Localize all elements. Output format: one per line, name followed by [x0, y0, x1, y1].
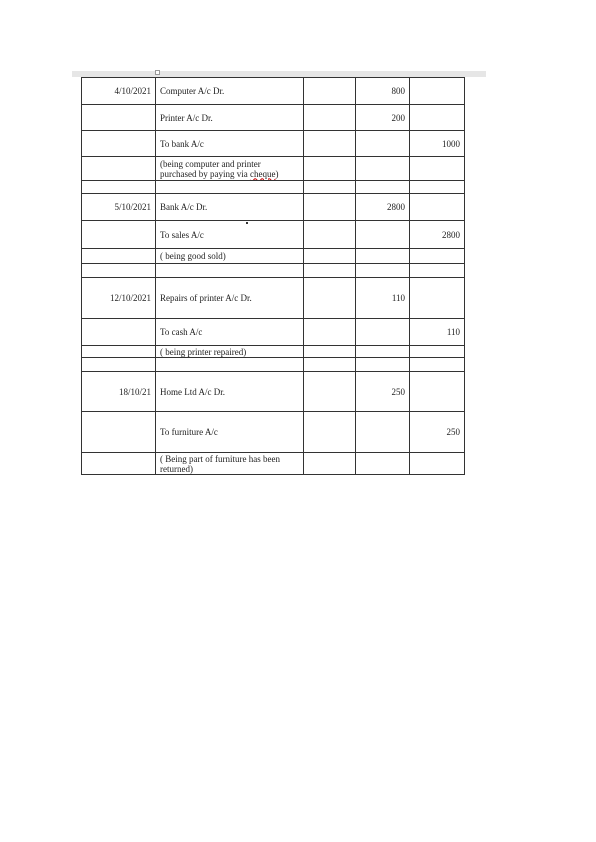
- spellcheck-word: cheque: [249, 168, 276, 179]
- table-row: [82, 278, 465, 319]
- table-row: [82, 319, 465, 346]
- lf-cell: [304, 319, 356, 346]
- credit-cell: [410, 264, 465, 278]
- credit-cell: 250: [410, 412, 465, 453]
- particulars-cell: To bank A/c: [156, 131, 304, 157]
- particulars-cell: ( being good sold): [156, 249, 304, 264]
- debit-cell: [356, 131, 410, 157]
- lf-cell: [304, 278, 356, 319]
- credit-cell: [410, 249, 465, 264]
- date-cell: [82, 412, 156, 453]
- lf-cell: [304, 453, 356, 475]
- particulars-cell: [156, 358, 304, 372]
- lf-cell: [304, 181, 356, 194]
- particulars-cell: To cash A/c: [156, 319, 304, 346]
- credit-cell: 2800: [410, 221, 465, 249]
- date-cell: [82, 131, 156, 157]
- debit-cell: [356, 181, 410, 194]
- particulars-cell: To furniture A/c: [156, 412, 304, 453]
- date-cell: [82, 453, 156, 475]
- table-row: [82, 105, 465, 131]
- lf-cell: [304, 131, 356, 157]
- debit-cell: 2800: [356, 194, 410, 221]
- narration-text: (being computer and printer purchased by paying via: [160, 158, 261, 179]
- table-row: [82, 249, 465, 264]
- table-row: [82, 181, 465, 194]
- debit-cell: [356, 264, 410, 278]
- lf-cell: [304, 78, 356, 105]
- lf-cell: [304, 346, 356, 358]
- date-cell: [82, 221, 156, 249]
- date-cell: [82, 319, 156, 346]
- credit-cell: [410, 358, 465, 372]
- particulars-cell: ( Being part of furniture has been returned): [156, 453, 304, 475]
- debit-cell: 110: [356, 278, 410, 319]
- debit-cell: [356, 412, 410, 453]
- debit-cell: [356, 453, 410, 475]
- debit-cell: 200: [356, 105, 410, 131]
- particulars-cell: Repairs of printer A/c Dr.: [156, 278, 304, 319]
- particulars-cell: ( being printer repaired): [156, 346, 304, 358]
- lf-cell: [304, 372, 356, 412]
- credit-cell: [410, 372, 465, 412]
- credit-cell: [410, 157, 465, 181]
- lf-cell: [304, 264, 356, 278]
- table-row: [82, 78, 465, 105]
- debit-cell: [356, 221, 410, 249]
- journal-table: [81, 77, 465, 475]
- particulars-cell: Computer A/c Dr.: [156, 78, 304, 105]
- date-cell: 4/10/2021: [82, 78, 156, 105]
- debit-cell: 250: [356, 372, 410, 412]
- debit-cell: [356, 346, 410, 358]
- table-row: [82, 412, 465, 453]
- credit-cell: [410, 105, 465, 131]
- table-row: [82, 194, 465, 221]
- credit-cell: 1000: [410, 131, 465, 157]
- particulars-cell: [156, 264, 304, 278]
- date-cell: [82, 157, 156, 181]
- lf-cell: [304, 105, 356, 131]
- particulars-cell: Bank A/c Dr.: [156, 194, 304, 221]
- credit-cell: [410, 181, 465, 194]
- debit-cell: 800: [356, 78, 410, 105]
- debit-cell: [356, 358, 410, 372]
- credit-cell: [410, 346, 465, 358]
- particulars-cell: Printer A/c Dr.: [156, 105, 304, 131]
- table-row: [82, 372, 465, 412]
- particulars-cell: [156, 181, 304, 194]
- credit-cell: [410, 78, 465, 105]
- table-row: [82, 264, 465, 278]
- table-row: [82, 358, 465, 372]
- particulars-cell: [156, 157, 304, 181]
- credit-cell: [410, 194, 465, 221]
- date-cell: 12/10/2021: [82, 278, 156, 319]
- table-row: [82, 453, 465, 475]
- lf-cell: [304, 249, 356, 264]
- narration-end: ): [275, 168, 279, 179]
- debit-cell: [356, 157, 410, 181]
- credit-cell: [410, 453, 465, 475]
- lf-cell: [304, 157, 356, 181]
- lf-cell: [304, 412, 356, 453]
- table-move-handle[interactable]: [155, 70, 160, 75]
- debit-cell: [356, 249, 410, 264]
- table-row: [82, 346, 465, 358]
- credit-cell: [410, 278, 465, 319]
- credit-cell: 110: [410, 319, 465, 346]
- table-row: [82, 221, 465, 249]
- particulars-cell: To sales A/c: [156, 221, 304, 249]
- date-cell: [82, 181, 156, 194]
- date-cell: [82, 105, 156, 131]
- date-cell: [82, 358, 156, 372]
- date-cell: [82, 264, 156, 278]
- date-cell: 5/10/2021: [82, 194, 156, 221]
- table-row: [82, 131, 465, 157]
- table-row: [82, 157, 465, 181]
- date-cell: 18/10/21: [82, 372, 156, 412]
- lf-cell: [304, 194, 356, 221]
- lf-cell: [304, 221, 356, 249]
- particulars-cell: Home Ltd A/c Dr.: [156, 372, 304, 412]
- date-cell: [82, 249, 156, 264]
- date-cell: [82, 346, 156, 358]
- lf-cell: [304, 358, 356, 372]
- debit-cell: [356, 319, 410, 346]
